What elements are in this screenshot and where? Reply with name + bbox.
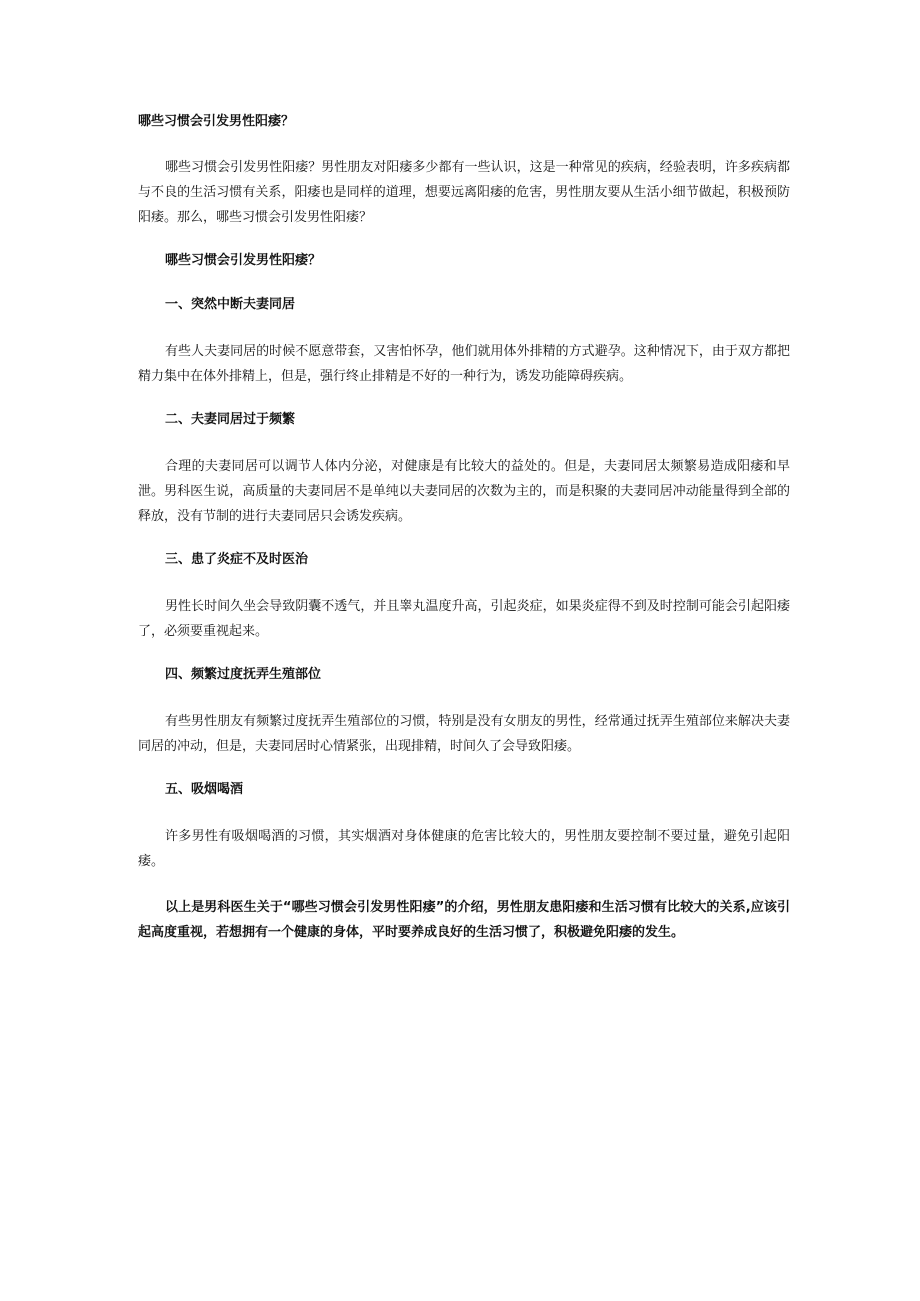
subtitle: 哪些习惯会引发男性阳痿？: [165, 253, 322, 268]
intro-paragraph: 哪些习惯会引发男性阳痿？男性朋友对阳痿多少都有一些认识，这是一种常见的疾病，经验表明，许多疾病都与不良的生活习惯有关系，阳痿也是同样的道理，想要远离阳痿的危害，男性朋友要从生活小细节做起，积极预防阳痿。那么，哪些习惯会引发男性阳痿？: [138, 160, 790, 225]
section-heading-1: 一、突然中断夫妻同居: [165, 297, 296, 312]
section-body-1: 有些人夫妻同居的时候不愿意带套，又害怕怀孕，他们就用体外排精的方式避孕。这种情况下，由于双方都把精力集中在体外排精上，但是，强行终止排精是不好的一种行为，诱发功能障碍疾病。: [138, 344, 790, 384]
section-heading-2: 二、夫妻同居过于频繁: [165, 412, 296, 427]
section-body-4: 有些男性朋友有频繁过度抚弄生殖部位的习惯，特别是没有女朋友的男性，经常通过抚弄生殖部位来解决夫妻同居的冲动，但是，夫妻同居时心情紧张，出现排精，时间久了会导致阳痿。: [138, 714, 790, 754]
section-body-5: 许多男性有吸烟喝酒的习惯，其实烟酒对身体健康的危害比较大的，男性朋友要控制不要过量，避免引起阳痿。: [138, 829, 790, 869]
section-heading-4: 四、频繁过度抚弄生殖部位: [165, 667, 322, 682]
section-body-2: 合理的夫妻同居可以调节人体内分泌，对健康是有比较大的益处的。但是，夫妻同居太频繁易造成阳痿和早泄。男科医生说，高质量的夫妻同居不是单纯以夫妻同居的次数为主的，而是积聚的夫妻同居冲动能量得到全部的释放，没有节制的进行夫妻同居只会诱发疾病。: [138, 459, 790, 524]
document-title: 哪些习惯会引发男性阳痿？: [138, 114, 295, 129]
section-heading-5: 五、吸烟喝酒: [165, 782, 244, 797]
section-heading-3: 三、患了炎症不及时医治: [165, 552, 309, 567]
document-page: [138, 112, 790, 945]
conclusion-paragraph: 以上是男科医生关于“哪些习惯会引发男性阳痿”的介绍，男性朋友患阳痿和生活习惯有比较大的关系,应该引起高度重视，若想拥有一个健康的身体，平时要养成良好的生活习惯了，积极避免阳痿的发生。: [138, 900, 790, 940]
section-body-3: 男性长时间久坐会导致阴囊不透气，并且睾丸温度升高，引起炎症，如果炎症得不到及时控制可能会引起阳痿了，必须要重视起来。: [138, 599, 790, 639]
